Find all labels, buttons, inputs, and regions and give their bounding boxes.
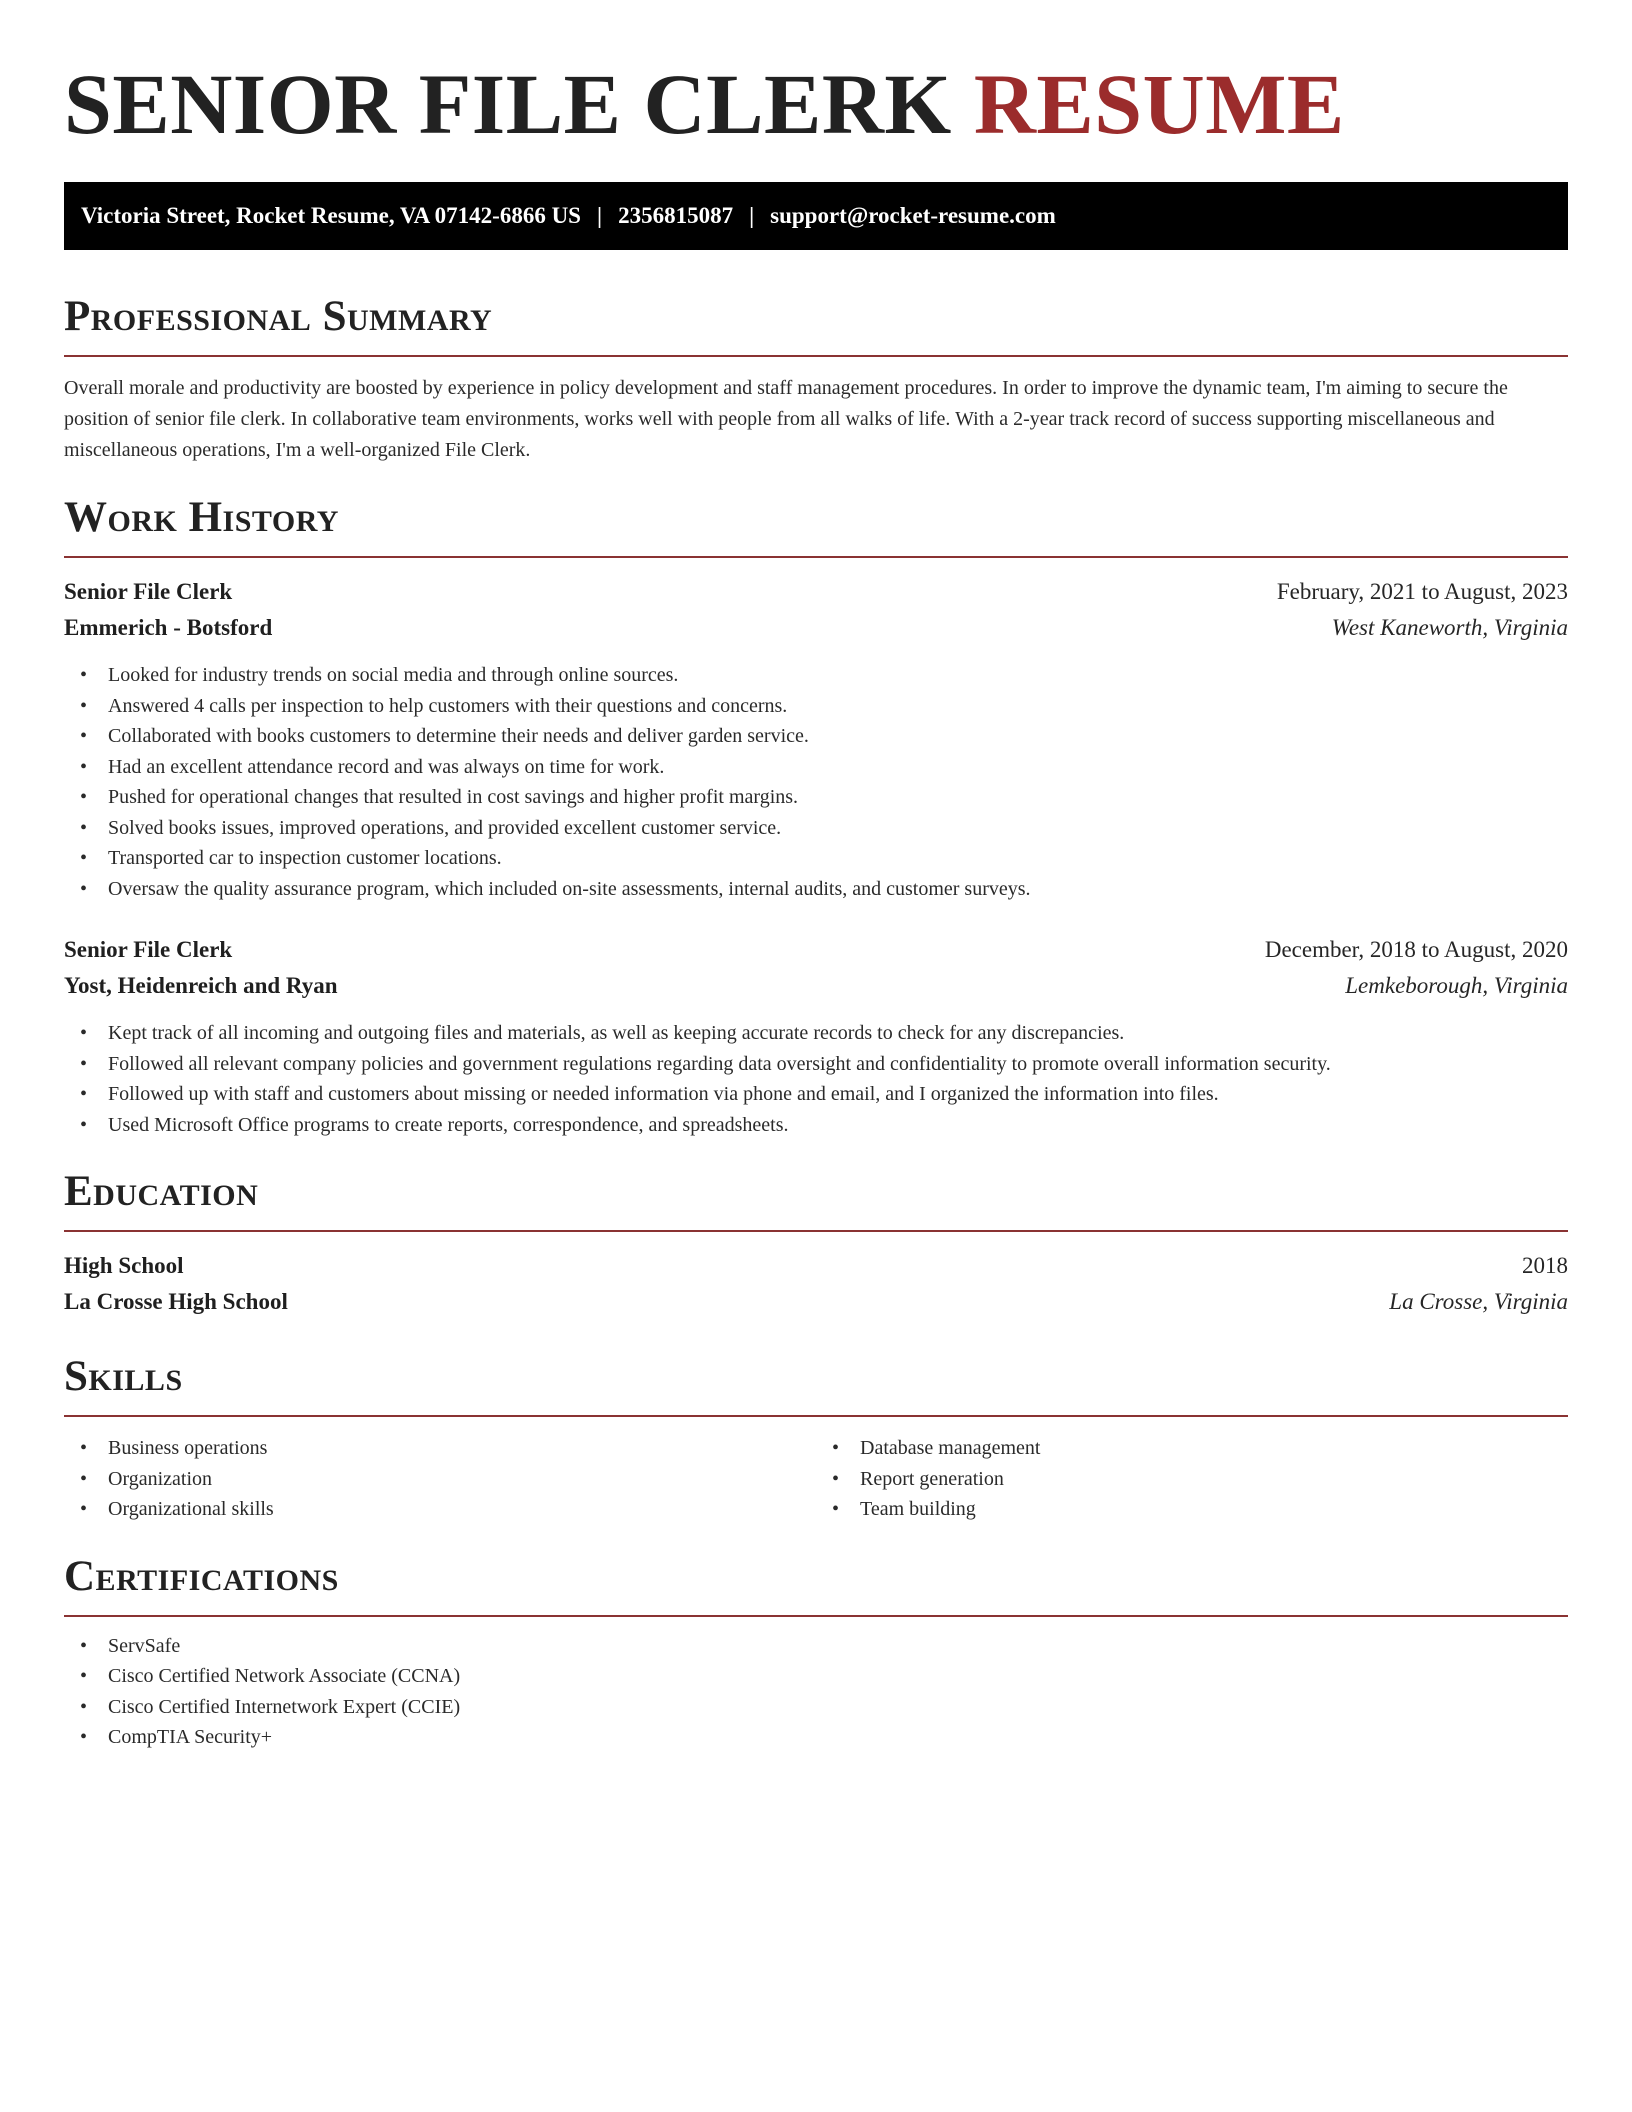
- certifications-section: [64, 1552, 1568, 1753]
- list-item: • Looked for industry trends on social media and through online sources.: [64, 660, 1568, 691]
- list-item: • Organization: [64, 1464, 816, 1495]
- job-title: Senior File Clerk: [64, 937, 233, 962]
- job-title: Senior File Clerk: [64, 579, 233, 604]
- job-header-row: [64, 932, 1568, 968]
- job-duties-list: [64, 660, 1568, 904]
- education-entry: [64, 1248, 1568, 1320]
- education-school: La Crosse High School: [64, 1289, 288, 1314]
- skills-grid: [64, 1433, 1568, 1525]
- list-item: • Oversaw the quality assurance program, which included on-site assessments, internal audits, and customer surveys.: [64, 874, 1568, 905]
- job-header-row: [64, 574, 1568, 610]
- list-item: • Followed all relevant company policies and government regulations regarding data oversight and confidentiality to promote overall information security.: [64, 1049, 1568, 1080]
- section-divider: [64, 1230, 1568, 1232]
- list-item: • Collaborated with books customers to determine their needs and deliver garden service.: [64, 721, 1568, 752]
- section-divider: [64, 1415, 1568, 1417]
- list-item: • Database management: [816, 1433, 1568, 1464]
- contact-phone[interactable]: 2356815087: [618, 203, 734, 228]
- job-company: Emmerich - Botsford: [64, 615, 273, 640]
- contact-separator: |: [596, 203, 603, 228]
- skills-list-left: [64, 1433, 816, 1525]
- list-item: • Transported car to inspection customer locations.: [64, 843, 1568, 874]
- job-location: Lemkeborough, Virginia: [1345, 973, 1568, 998]
- job-location: West Kaneworth, Virginia: [1331, 615, 1568, 640]
- contact-bar: [64, 182, 1568, 250]
- section-divider: [64, 355, 1568, 357]
- section-heading-certifications: Certifications: [64, 1552, 339, 1600]
- contact-separator: |: [749, 203, 755, 228]
- education-header-row: [64, 1248, 1568, 1284]
- resume-title: [64, 0, 1568, 150]
- work-history-section: [64, 493, 1568, 1140]
- list-item: • Kept track of all incoming and outgoing files and materials, as well as keeping accurate records to check for any discrepancies.: [64, 1018, 1568, 1049]
- education-location: La Crosse, Virginia: [1389, 1289, 1568, 1314]
- list-item: • Cisco Certified Network Associate (CCNA): [64, 1661, 1568, 1692]
- list-item: • Followed up with staff and customers about missing or needed information via phone and email, and I organized the information into files.: [64, 1079, 1568, 1110]
- skills-list-right: [816, 1433, 1568, 1525]
- job-entry: [64, 932, 1568, 1140]
- list-item: • CompTIA Security+: [64, 1722, 1568, 1753]
- section-divider: [64, 556, 1568, 558]
- list-item: • Had an excellent attendance record and was always on time for work.: [64, 752, 1568, 783]
- job-company: Yost, Heidenreich and Ryan: [64, 973, 338, 998]
- list-item: • Solved books issues, improved operations, and provided excellent customer service.: [64, 813, 1568, 844]
- list-item: • Organizational skills: [64, 1494, 816, 1525]
- title-main: SENIOR FILE CLERK: [64, 56, 952, 152]
- job-dates: December, 2018 to August, 2020: [1264, 937, 1568, 962]
- list-item: • Business operations: [64, 1433, 816, 1464]
- certifications-list: [64, 1631, 1568, 1753]
- job-company-row: [64, 610, 1568, 646]
- job-dates: February, 2021 to August, 2023: [1276, 579, 1568, 604]
- list-item: • Report generation: [816, 1464, 1568, 1495]
- list-item: • Used Microsoft Office programs to create reports, correspondence, and spreadsheets.: [64, 1110, 1568, 1141]
- section-heading-summary: Professional Summary: [64, 293, 493, 340]
- list-item: • Cisco Certified Internetwork Expert (CCIE): [64, 1692, 1568, 1723]
- list-item: • Pushed for operational changes that resulted in cost savings and higher profit margins.: [64, 782, 1568, 813]
- summary-text: Overall morale and productivity are boosted by experience in policy development and staff management procedures. In order to improve the dynamic team, I'm aiming to secure the position of senior file clerk. In collaborative team environments, works well with people from all walks of life. With a 2-year track record of success supporting miscellaneous and miscellaneous operations, I'm a well-organized File Clerk.: [64, 377, 1508, 461]
- job-entry: [64, 574, 1568, 904]
- list-item: • Team building: [816, 1494, 1568, 1525]
- education-section: [64, 1167, 1568, 1320]
- job-company-row: [64, 968, 1568, 1004]
- job-duties-list: [64, 1018, 1568, 1140]
- title-accent: RESUME: [973, 56, 1345, 152]
- summary-section: [64, 292, 1568, 466]
- education-degree: High School: [64, 1253, 184, 1278]
- skills-section: [64, 1352, 1568, 1525]
- contact-address: Victoria Street, Rocket Resume, VA 07142-6866 US: [81, 203, 581, 228]
- contact-email[interactable]: support@rocket-resume.com: [770, 203, 1056, 228]
- list-item: • Answered 4 calls per inspection to help customers with their questions and concerns.: [64, 691, 1568, 722]
- section-heading-skills: Skills: [64, 1353, 183, 1400]
- section-heading-work-history: Work History: [64, 494, 339, 541]
- education-year: 2018: [1522, 1253, 1568, 1278]
- section-heading-education: Education: [64, 1168, 259, 1215]
- section-divider: [64, 1615, 1568, 1617]
- education-school-row: [64, 1284, 1568, 1320]
- list-item: • ServSafe: [64, 1631, 1568, 1662]
